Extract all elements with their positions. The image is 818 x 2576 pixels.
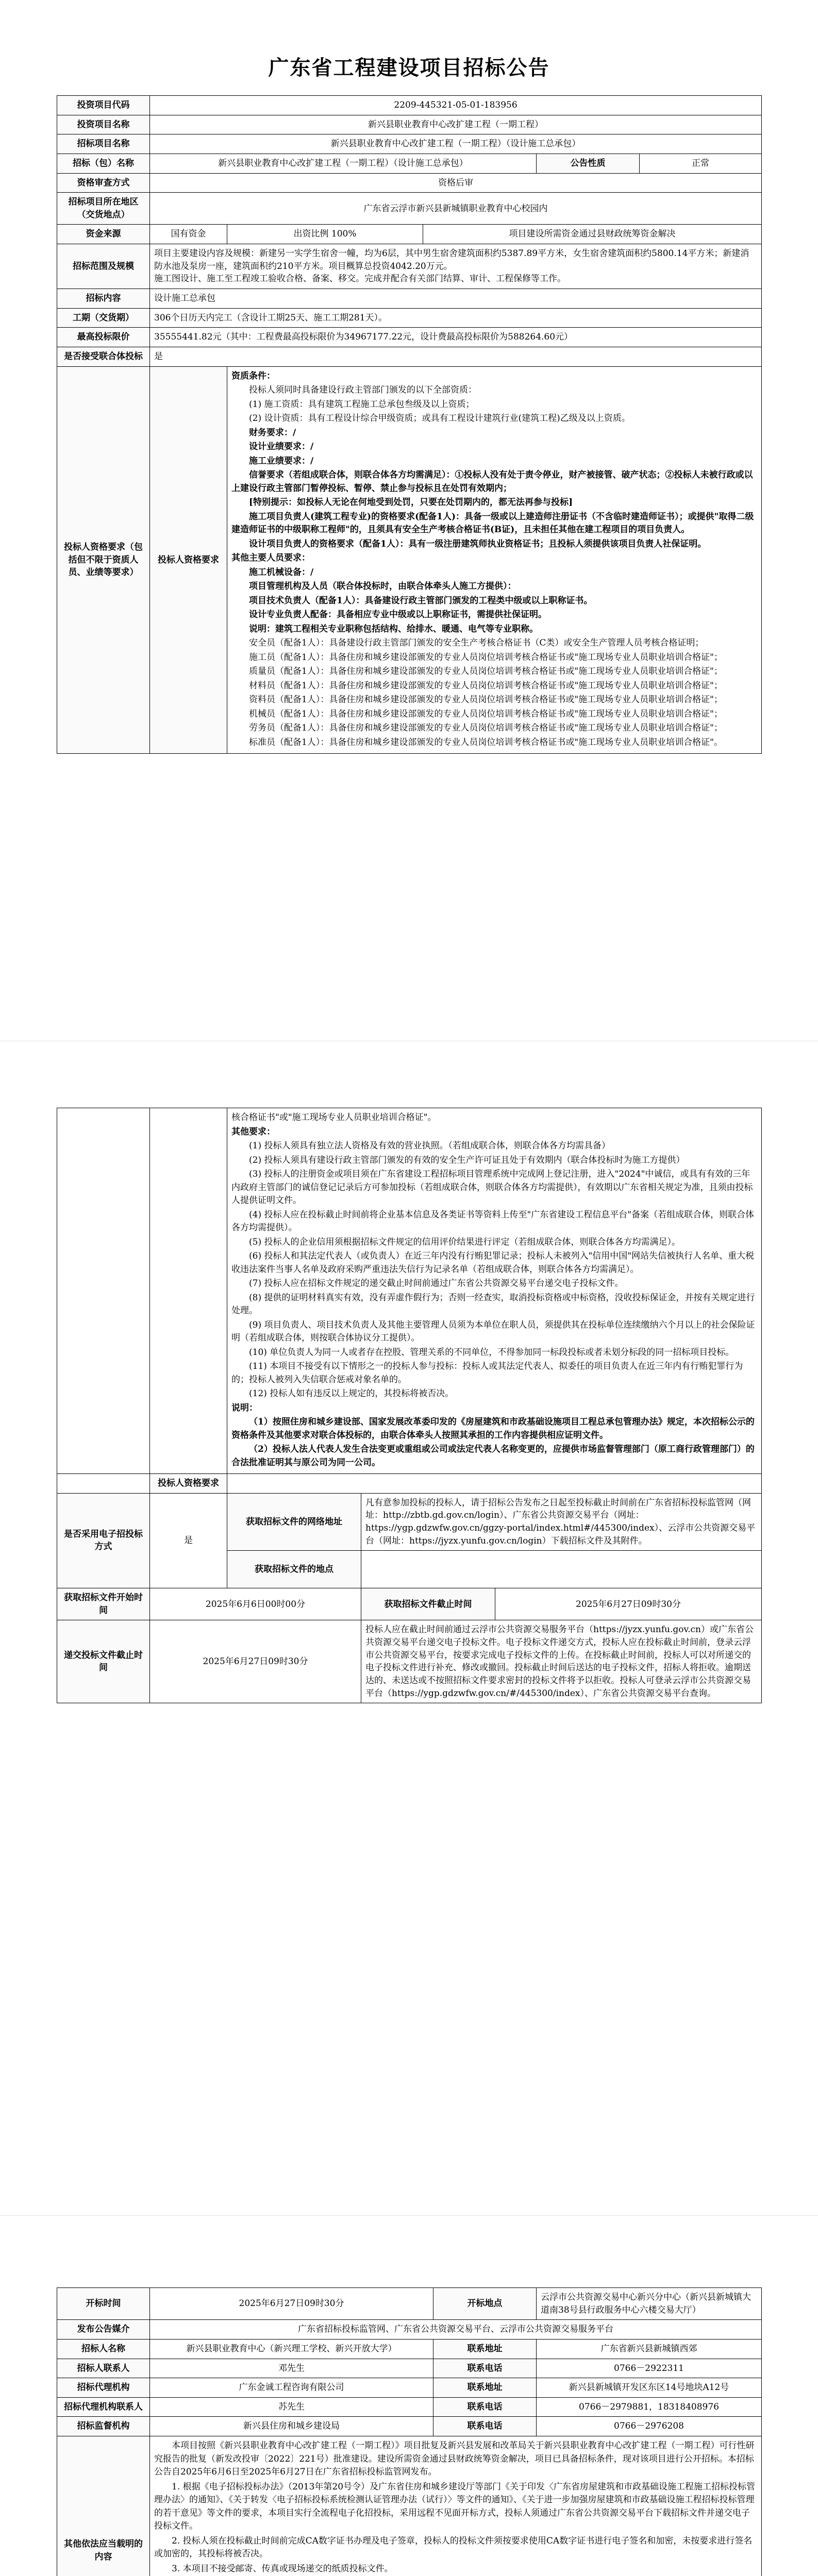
qualification-review: 资格后审 [150, 173, 762, 193]
req-line: 其他要求： [231, 1126, 275, 1137]
row-label: 招标项目所在地区（交货地点） [57, 193, 150, 225]
req-line: 施工员（配备1人）：具备住房和城乡建设部颁发的专业人员岗位培训考核合格证书或"施工现场专业人员职业培训合格证"； [249, 652, 723, 663]
req-line: (3) 投标人的注册资金或项目须在广东省建设工程招标项目管理系统中完成网上登记注册，进入"2024"中诚信，或具有有效的三年内政府主管部门的诚信登记记录后方可参加投标（若组成联合体，则联合体各方均需提供），有效期以广东省相关规定为准，且须由投标人提供证明文件。 [231, 1169, 753, 1206]
max-bid-price: 35555441.82元（其中：工程费最高投标限价为34967177.22元，设计费最高投标限价为588264.60元） [150, 328, 762, 347]
req-line: (5) 投标人的企业信用须根据招标文件规定的信用评价结果进行评定（若组成联合体，则联合体各方均需满足）。 [249, 1236, 680, 1247]
table-row [57, 2436, 762, 2576]
table-row [57, 308, 762, 328]
req-line: (2) 设计资质：具有工程设计综合甲级资质；或具有工程设计建筑行业(建筑工程)乙级及以上资质。 [249, 413, 630, 424]
construction-period: 306个日历天内完工（含设计工期25天、施工工期281天）。 [150, 308, 762, 328]
note-line: 本项目按照《新兴县职业教育中心改扩建工程（一期工程）》项目批复及新兴县发展和改革局关于新兴县职业教育中心改扩建工程（一期工程）可行性研究报告的批复（新发改投审〔2022〕221号）批准建设。建设所需资金通过县财政统筹资金解决，项目已具备招标条件，现对该项目进行公开招标。本招标公告自2025年6月6日至2025年6月27日在广东省招标投标监管网发布。 [154, 2441, 755, 2478]
project-info-table-continued [57, 1108, 762, 1703]
table-row [57, 1474, 762, 1494]
row-label: 公告性质 [537, 154, 640, 173]
req-line: [特别提示：如投标人无论在何地受到处罚，只要在处罚期内的，都无法再参与投标] [249, 497, 573, 508]
agent-address: 新兴县新城镇开发区东区14号地块A12号 [537, 2378, 762, 2398]
row-label: 联系地址 [433, 2378, 537, 2398]
req-line: (6) 投标人和其法定代表人（或负责人）在近三年内没有行贿犯罪记录；投标人未被列入"信用中国"网站失信被执行人名单、重大税收违法案件当事人名单及政府采购严重违法失信行为记录名单（若组成联合体，则联合体各方均需满足）。 [231, 1251, 755, 1275]
project-location: 广东省云浮市新兴县新城镇职业教育中心校园内 [150, 193, 762, 225]
contact-info-table [57, 2287, 762, 2576]
blank-cell [57, 1474, 150, 1494]
table-row [57, 96, 762, 115]
table-row [57, 173, 762, 193]
row-label: 获取招标文件的地点 [227, 1551, 361, 1588]
req-line: (1) 施工资质：具有建筑工程施工总承包叁级及以上资质； [249, 399, 475, 410]
announcement-page-3 [57, 2287, 761, 2576]
page-title: 广东省工程建设项目招标公告 [268, 56, 550, 80]
bidder-requirements [227, 366, 762, 754]
electronic-bidding: 是 [150, 1493, 227, 1588]
req-line: (1) 投标人须具有独立法人资格及有效的营业执照。（若组成联合体，则联合体各方均需具备） [249, 1141, 610, 1151]
doc-end-time: 2025年6月27日09时30分 [495, 1588, 762, 1620]
req-line: 施工项目负责人(建筑工程专业)的资格要求(配备1人)：具备一级或以上建造师注册证书（不含临时建造师证书）；或提供"取得二级建造师证书的中级职称工程师"的，且须具有安全生产考核合格证书(B证)，且未担任其他在建工程项目的项目负责人。 [231, 511, 754, 535]
req-line: (8) 提供的证明材料真实有效，没有弄虚作假行为；否则一经查实，取消投标资格或中标资格，没收投标保证金，并按有关规定进行处理。 [231, 1292, 755, 1316]
announcement-page-2 [57, 1108, 761, 1703]
req-line: 施工机械设备：/ [249, 567, 314, 578]
doc-start-time: 2025年6月6日00时00分 [150, 1588, 361, 1620]
doc-download-place [361, 1551, 762, 1588]
row-label: 联系电话 [433, 2359, 537, 2378]
tender-scope [150, 244, 762, 289]
row-label: 工期（交货期） [57, 308, 150, 328]
fund-ratio-label: 出资比例 [293, 229, 329, 240]
submission-deadline: 2025年6月27日09时30分 [150, 1620, 361, 1703]
blank-cell [150, 1108, 227, 1474]
other-notes [150, 2436, 762, 2576]
row-label: 招标人名称 [57, 2339, 150, 2359]
table-row [57, 366, 762, 754]
supervisor-phone: 0766－2976208 [537, 2417, 762, 2436]
tenderer-phone: 0766－2922311 [537, 2359, 762, 2378]
row-label: 递交投标文件截止时间 [57, 1620, 150, 1703]
table-row [57, 193, 762, 225]
req-line: 项目管理机构及人员（联合体投标时，由联合体牵头人施工方提供）： [249, 581, 516, 592]
row-label: 招标代理机构联系人 [57, 2397, 150, 2417]
scope-line: 项目主要建设内容及规模：新建另一实学生宿舍一幢，均为6层，其中男生宿舍建筑面积约5387.89平方米，女生宿舍建筑面积约5800.14平方米；新建消防水池及泵房一座，建筑面积约210平方米。项目概算总投资4042.20万元。 [154, 248, 749, 272]
req-line: 投标人须同时具备建设行政主管部门颁发的以下全部资质： [249, 385, 477, 396]
row-label: 获取招标文件的网络地址 [227, 1493, 361, 1551]
req-line: 资料员（配备1人）：具备住房和城乡建设部颁发的专业人员岗位培训考核合格证书或"施工现场专业人员职业培训合格证"； [249, 694, 723, 705]
row-sublabel: 投标人资格要求 [150, 1474, 227, 1494]
row-label: 联系电话 [433, 2397, 537, 2417]
req-line: (12) 投标人如有违反以上规定的，其投标将被否决。 [249, 1388, 454, 1399]
note-line: 3. 本项目不接受邮寄、传真或现场递交的纸质投标文件。 [172, 2563, 393, 2574]
tenderer-name: 新兴县职业教育中心（新兴理工学校、新兴开放大学） [150, 2339, 433, 2359]
req-line: (10) 单位负责人为同一人或者存在控股、管理关系的不同单位，不得参加同一标段投标或者未划分标段的同一招标项目投标。 [249, 1347, 734, 1358]
fund-source: 国有资金 [150, 225, 227, 244]
row-label: 联系电话 [433, 2417, 537, 2436]
table-row [57, 2417, 762, 2436]
note-line: 1. 根据《电子招标投标办法》（2013年第20号令）及广东省住房和城乡建设厅等部门《关于印发〈广东省房屋建筑和市政基础设施工程施工招标投标管理办法〉的通知》、《关于转发〈电子招标投标系统检测认证管理办法（试行）〉等文件的通知》、《关于进一步加强房屋建筑和市政基础设施工程招标投标管理的若干意见》等文件的要求，本项目实行全流程电子化招投标，采用远程不见面开标方式，投标人须通过广东省公共资源交易平台下载招标文件并递交电子投标文件。 [154, 2481, 756, 2532]
req-line: (9) 项目负责人、项目技术负责人及其他主要管理人员须为本单位在职人员，须提供其在投标单位连续缴纳六个月以上的社会保险证明（若组成联合体，则按联合体协议分工提供）。 [231, 1319, 755, 1343]
section-name: 新兴县职业教育中心改扩建工程（一期工程）（设计施工总承包） [150, 154, 537, 173]
table-row [57, 1493, 762, 1551]
table-row [57, 2397, 762, 2417]
table-row [57, 2359, 762, 2378]
row-label: 联系地址 [433, 2339, 537, 2359]
req-line: 劳务员（配备1人）：具备住房和城乡建设部颁发的专业人员岗位培训考核合格证书或"施工现场专业人员职业培训合格证"； [249, 723, 723, 734]
req-line: 其他主要人员要求： [231, 553, 310, 564]
row-label: 招标内容 [57, 289, 150, 309]
blank-cell [227, 1474, 762, 1494]
project-name: 新兴县职业教育中心改扩建工程（一期工程） [150, 115, 762, 134]
scope-line: 施工图设计、施工至工程竣工验收合格、备案、移交。完成并配合有关部门结算、审计、工程保修等工作。 [154, 274, 566, 284]
agent-name: 广东金诚工程咨询有限公司 [150, 2378, 433, 2398]
row-label: 招标（包）名称 [57, 154, 150, 173]
req-line: (4) 投标人应在投标截止时间前将企业基本信息及各类证书等资料上传至"广东省建设工程信息平台"备案（若组成联合体，则联合体各方均需提供）。 [231, 1209, 755, 1233]
fund-description: 项目建设所需资金通过县财政统筹资金解决 [423, 225, 762, 244]
req-line: (7) 投标人应在招标文件规定的递交截止时间前通过广东省公共资源交易平台递交电子投标文件。 [249, 1278, 624, 1289]
req-line: 质量员（配备1人）：具备住房和城乡建设部颁发的专业人员岗位培训考核合格证书或"施工现场专业人员职业培训合格证"； [249, 666, 723, 677]
agent-contact: 苏先生 [150, 2397, 433, 2417]
announcement-status: 正常 [640, 154, 762, 173]
doc-download-address: 凡有意参加投标的投标人，请于招标公告发布之日起至投标截止时间前在广东省招标投标监管网（网址：http://zbtb.gd.gov.cn/login）、广东省公共资源交易平台（网址：https://ygp.gdzwfw.gov.cn/ggzy-portal/index.html#/445300/index）、云浮市公共资源交易平台（网址：https://jyzx.yunfu.gov.cn/login）下载招标文件及其附件。 [361, 1493, 762, 1551]
row-sublabel: 投标人资格要求 [150, 366, 227, 754]
opening-time: 2025年6月27日09时30分 [150, 2288, 433, 2320]
table-row [57, 154, 762, 173]
row-label: 招标范围及规模 [57, 244, 150, 289]
req-line: 设计业绩要求：/ [249, 442, 314, 452]
row-label: 获取招标文件开始时间 [57, 1588, 150, 1620]
blank-cell [57, 1108, 150, 1474]
fund-ratio [227, 225, 423, 244]
req-line: （2）投标人法人代表人发生合法变更或重组或公司或法定代表人名称变更的，应提供市场监督管理部门（原工商行政管理部门）的合法批准证明其与原公司为同一公司。 [231, 1444, 755, 1468]
submission-description: 投标人应在截止时间前通过云浮市公共资源交易服务平台（https://jyzx.yunfu.gov.cn）或广东省公共资源交易平台递交电子投标文件。电子投标文件递交方式，投标人应在投标截止时间前，登录云浮市公共资源交易平台，按要求完成电子投标文件的上传。在投标截止时间前，投标人可以对所递交的电子投标文件进行补充、修改或撤回。投标截止时间后送达的电子投标文件，招标人将拒收。逾期送达的、未送达或不按照招标文件要求密封的投标文件将予以拒收。投标人可登录云浮市公共资源交易平台（https://ygp.gdzwfw.gov.cn/#/445300/index）、广东省公共资源交易平台查询。 [361, 1620, 762, 1703]
row-label: 最高投标限价 [57, 328, 150, 347]
project-info-table [57, 95, 762, 754]
announcement-page-1 [57, 52, 761, 754]
fund-ratio-value: 100% [331, 229, 357, 240]
row-label: 投资项目名称 [57, 115, 150, 134]
project-code: 2209-445321-05-01-183956 [150, 96, 762, 115]
publication-media: 广东省招标投标监管网、广东省公共资源交易平台、云浮市公共资源交易服务平台 [150, 2320, 762, 2340]
req-line: 安全员（配备1人）：具备建设行政主管部门颁发的安全生产考核合格证书（C类）或安全生产管理人员考核合格证明； [249, 638, 704, 649]
opening-place: 云浮市公共资源交易中心新兴分中心（新兴县新城镇大道南38号县行政服务中心六楼交易大厅） [537, 2288, 762, 2320]
req-line: 施工业绩要求：/ [249, 455, 314, 466]
page-divider [0, 2215, 818, 2216]
table-row [57, 2288, 762, 2320]
row-label: 是否接受联合体投标 [57, 347, 150, 366]
row-label: 招标人联系人 [57, 2359, 150, 2378]
row-label: 招标监督机构 [57, 2417, 150, 2436]
table-row [57, 2339, 762, 2359]
req-line: 机械员（配备1人）：具备住房和城乡建设部颁发的专业人员岗位培训考核合格证书或"施工现场专业人员职业培训合格证"； [249, 708, 723, 719]
table-row [57, 347, 762, 366]
row-label: 开标地点 [433, 2288, 537, 2320]
req-line: (11) 本项目不接受有以下情形之一的投标人参与投标：投标人或其法定代表人、拟委任的项目负责人在近三年内有行贿犯罪行为的；投标人被列入失信联合惩戒对象名单的。 [231, 1361, 743, 1385]
table-row [57, 134, 762, 154]
table-row [57, 244, 762, 289]
row-label: 发布公告媒介 [57, 2320, 150, 2340]
row-label: 其他依法应当载明的内容 [57, 2436, 150, 2576]
req-line: 设计专业负责人配备：具备相应专业中级或以上职称证书，需提供社保证明。 [249, 609, 547, 620]
req-line: 说明：建筑工程相关专业职称包括结构、给排水、暖通、电气等专业职称。 [249, 623, 538, 634]
tender-content: 设计施工总承包 [150, 289, 762, 309]
req-line: 标准员（配备1人）：具备住房和城乡建设部颁发的专业人员岗位培训考核合格证书或"施工现场专业人员职业培训合格证"。 [249, 737, 723, 748]
req-line: 核合格证书"或"施工现场专业人员职业培训合格证"。 [231, 1112, 437, 1123]
req-line: 项目技术负责人（配备1人）：具备建设行政主管部门颁发的工程类中级或以上职称证书。 [249, 595, 593, 606]
row-label: 是否采用电子招投标方式 [57, 1493, 150, 1588]
supervisor-name: 新兴县住房和城乡建设局 [150, 2417, 433, 2436]
table-row [57, 328, 762, 347]
table-row [57, 2378, 762, 2398]
req-line: 说明： [231, 1402, 258, 1413]
bidder-requirements-continued [227, 1108, 762, 1474]
row-label: 资金来源 [57, 225, 150, 244]
req-line: 设计项目负责人的资格要求（配备1人）：具有一级注册建筑师执业资格证书；且投标人须提供该项目负责人社保证明。 [249, 538, 707, 549]
row-label: 开标时间 [57, 2288, 150, 2320]
req-line: 材料员（配备1人）：具备住房和城乡建设部颁发的专业人员岗位培训考核合格证书或"施工现场专业人员职业培训合格证"； [249, 680, 723, 691]
tender-project-name: 新兴县职业教育中心改扩建工程（一期工程）（设计施工总承包） [150, 134, 762, 154]
row-label: 资格审查方式 [57, 173, 150, 193]
req-line: 财务要求：/ [249, 427, 296, 438]
req-line: 信誉要求（若组成联合体，则联合体各方均需满足）：①投标人没有处于责令停业，财产被接管、破产状态；②投标人未被行政或以上建设行政主管部门暂停投标、暂停、禁止参与投标且在处罚有效期内； [231, 470, 753, 494]
table-row [57, 1108, 762, 1474]
consortium-accepted: 是 [150, 347, 762, 366]
req-line: 资质条件： [231, 370, 275, 381]
table-row [57, 115, 762, 134]
table-row [57, 289, 762, 309]
table-row [57, 1620, 762, 1703]
table-row [57, 1588, 762, 1620]
table-row [57, 2320, 762, 2340]
row-label: 获取招标文件截止时间 [361, 1588, 495, 1620]
tenderer-contact: 邓先生 [150, 2359, 433, 2378]
row-label: 招标代理机构 [57, 2378, 150, 2398]
row-label: 投标人资格要求（包括但不限于资质人员、业绩等要求） [57, 366, 150, 754]
req-line: （1）按照住房和城乡建设部、国家发展改革委印发的《房屋建筑和市政基础设施项目工程总承包管理办法》规定，本次招标公示的资格条件及其他要求对联合体投标的，由联合体牵头人按照其承担的工作内容提供相应证明文件。 [231, 1417, 755, 1440]
table-row [57, 225, 762, 244]
req-line: (2) 投标人须具有建设行政主管部门颁发的有效的安全生产许可证且处于有效期内（联合体投标时为施工方提供） [249, 1155, 685, 1165]
row-label: 投资项目代码 [57, 96, 150, 115]
agent-phone: 0766－2979881，18318408976 [537, 2397, 762, 2417]
tenderer-address: 广东省新兴县新城镇西郊 [537, 2339, 762, 2359]
note-line: 2. 投标人须在投标截止时间前完成CA数字证书办理及电子签章，投标人的投标文件须按要求使用CA数字证书进行电子签名和加密，未按要求进行签名或加密的，其投标将被否决。 [154, 2535, 753, 2560]
row-label: 招标项目名称 [57, 134, 150, 154]
